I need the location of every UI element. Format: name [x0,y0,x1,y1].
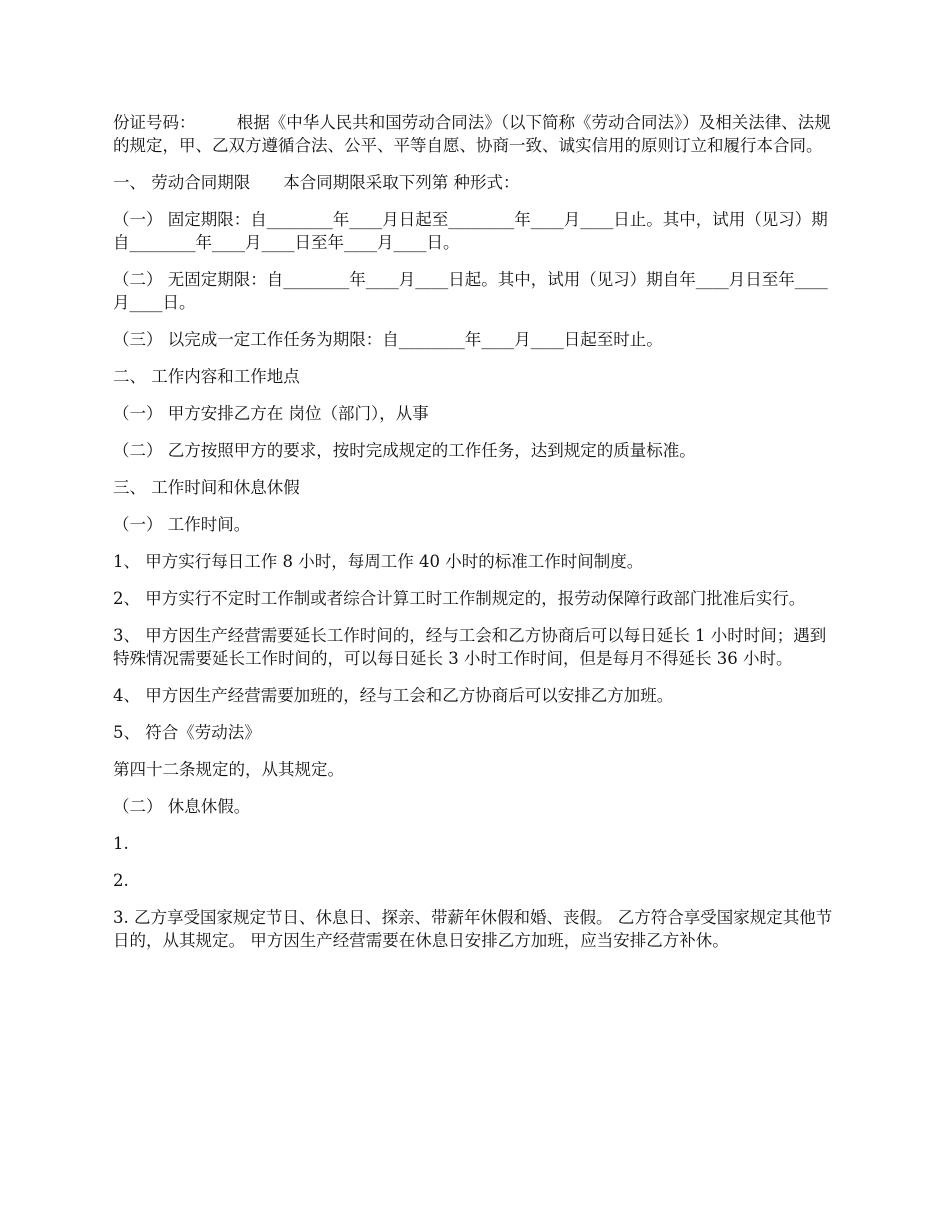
list-item: 2. [113,871,129,890]
work-assignment-paragraph: （一） 甲方安排乙方在 岗位（部门），从事 [113,404,429,423]
section-3-heading: 三、 工作时间和休息休假 [113,478,300,497]
working-time-subheading: （一） 工作时间。 [113,515,251,534]
work-standard-paragraph: （二） 乙方按照甲方的要求，按时完成规定的工作任务，达到规定的质量标准。 [113,441,696,460]
term-fixed-paragraph: （一） 固定期限：自________年____月日起至________年____月____日止。其中，试用（见习）期自________年____月____日至年____月____日。 [113,210,828,252]
section-1-heading: 一、 劳动合同期限 本合同期限采取下列第 种形式： [113,173,520,192]
list-item: 3. 乙方享受国家规定节日、休息日、探亲、带薪年休假和婚、丧假。 乙方符合享受国家规定其他节日的，从其规定。 甲方因生产经营需要在休息日安排乙方加班，应当安排乙方补休。 [113,908,833,950]
article-42-paragraph: 第四十二条规定的，从其规定。 [113,760,344,779]
intro-paragraph: 份证号码： 根据《中华人民共和国劳动合同法》（以下简称《劳动合同法》）及相关法律、法规的规定，甲、乙双方遵循合法、公平、平等自愿、协商一致、诚实信用的原则订立和履行本合同。 [113,113,831,155]
list-item: 3、 甲方因生产经营需要延长工作时间的，经与工会和乙方协商后可以每日延长 1 小时时间；遇到特殊情况需要延长工作时间的，可以每日延长 3 小时工作时间，但是每月不得延长 36 小时。 [113,626,827,668]
list-item: 2、 甲方实行不定时工作制或者综合计算工时工作制规定的，报劳动保障行政部门批准后实行。 [113,589,806,608]
document-page [113,111,840,966]
section-2-heading: 二、 工作内容和工作地点 [113,367,300,386]
list-item: 1、 甲方实行每日工作 8 小时，每周工作 40 小时的标准工作时间制度。 [113,552,644,571]
term-task-based-paragraph: （三） 以完成一定工作任务为期限：自________年____月____日起至时止。 [113,330,663,349]
list-item: 5、 符合《劳动法》 [113,723,261,742]
rest-leave-subheading: （二） 休息休假。 [113,797,251,816]
list-item: 4、 甲方因生产经营需要加班的，经与工会和乙方协商后可以安排乙方加班。 [113,686,674,705]
list-item: 1. [113,834,129,853]
term-open-ended-paragraph: （二） 无固定期限：自________年____月____日起。其中，试用（见习）期自年____月日至年____月____日。 [113,270,828,312]
